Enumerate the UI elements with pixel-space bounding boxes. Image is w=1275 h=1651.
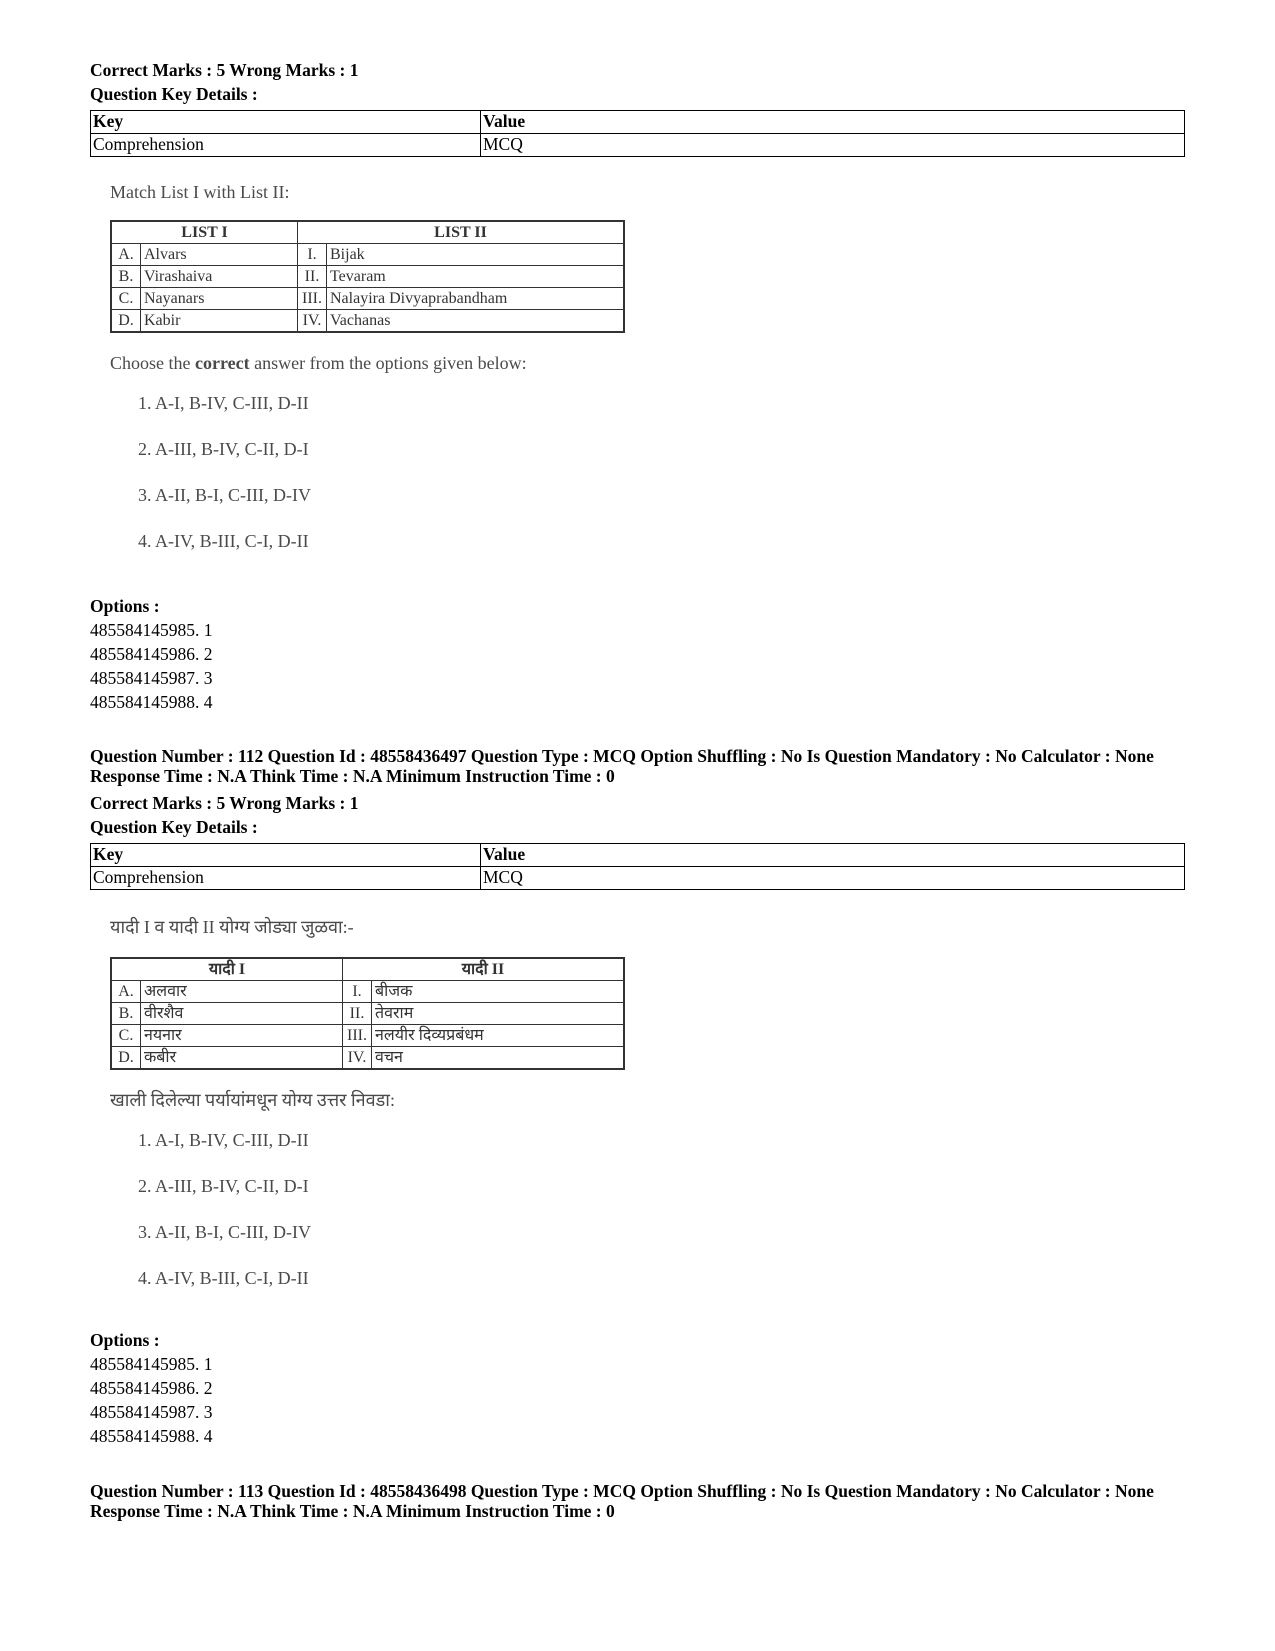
list-one-item: Kabir: [141, 310, 298, 333]
question-header: Question Number : 112 Question Id : 48558436497 Question Type : MCQ Option Shuffling : No Is Question Mandatory : No Calculator : None Response Time : N.A Think Time : N.A Minimum Instruction Time : 0: [90, 746, 1154, 786]
key-details-label: Question Key Details :: [90, 817, 258, 837]
marks-line: Correct Marks : 5 Wrong Marks : 1: [90, 60, 359, 80]
answer-choice: 2. A-III, B-IV, C-II, D-I: [138, 1176, 309, 1196]
choose-suffix: answer from the options given below:: [249, 353, 527, 373]
list-one-header: LIST I: [111, 221, 298, 244]
answer-choice: 4. A-IV, B-III, C-I, D-II: [138, 1268, 309, 1288]
list-letter: B.: [111, 266, 141, 288]
list-two-header: LIST II: [298, 221, 625, 244]
list-one-item: Nayanars: [141, 288, 298, 310]
option-item: 485584145985. 1: [90, 1354, 213, 1374]
match-list-table: [110, 957, 625, 1070]
list-one-item: Virashaiva: [141, 266, 298, 288]
answer-choice: 4. A-IV, B-III, C-I, D-II: [138, 531, 309, 551]
question-image: [110, 180, 650, 573]
answer-choice: 3. A-II, B-I, C-III, D-IV: [138, 1222, 311, 1242]
question-image: [110, 915, 650, 1310]
table-header-row: [91, 844, 1185, 867]
answer-choice: 1. A-I, B-IV, C-III, D-II: [138, 1130, 309, 1150]
option-item: 485584145987. 3: [90, 668, 213, 688]
list-letter: A.: [111, 981, 141, 1003]
value-cell: MCQ: [481, 867, 1185, 890]
list-numeral: IV.: [298, 310, 327, 333]
list-one-item: नयनार: [141, 1025, 343, 1047]
list-row: [111, 310, 624, 333]
list-letter: C.: [111, 1025, 141, 1047]
list-numeral: III.: [298, 288, 327, 310]
list-letter: D.: [111, 1047, 141, 1070]
key-details-table: [90, 110, 1185, 157]
key-cell: Comprehension: [91, 134, 481, 157]
list-row: [111, 1025, 624, 1047]
list-two-item: नलयीर दिव्यप्रबंधम: [372, 1025, 625, 1047]
question-header: Question Number : 113 Question Id : 48558436498 Question Type : MCQ Option Shuffling : No Is Question Mandatory : No Calculator : None Response Time : N.A Think Time : N.A Minimum Instruction Time : 0: [90, 1481, 1154, 1521]
list-two-header: यादी II: [343, 958, 625, 981]
choose-instruction: खाली दिलेल्या पर्यायांमधून योग्य उत्तर निवडा:: [110, 1090, 395, 1110]
value-header: Value: [481, 111, 1185, 134]
value-cell: MCQ: [481, 134, 1185, 157]
list-one-item: अलवार: [141, 981, 343, 1003]
question-intro: यादी I व यादी II योग्य जोड्या जुळवा:-: [110, 917, 354, 937]
list-two-item: Nalayira Divyaprabandham: [327, 288, 625, 310]
key-details-label: Question Key Details :: [90, 84, 258, 104]
option-item: 485584145988. 4: [90, 692, 213, 712]
key-cell: Comprehension: [91, 867, 481, 890]
list-numeral: II.: [298, 266, 327, 288]
list-letter: D.: [111, 310, 141, 333]
option-item: 485584145986. 2: [90, 644, 213, 664]
list-one-item: वीरशैव: [141, 1003, 343, 1025]
list-numeral: II.: [343, 1003, 372, 1025]
table-header-row: [91, 111, 1185, 134]
list-row: [111, 244, 624, 266]
list-header-row: [111, 958, 624, 981]
list-two-item: वचन: [372, 1047, 625, 1070]
answer-choice: 3. A-II, B-I, C-III, D-IV: [138, 485, 311, 505]
option-item: 485584145988. 4: [90, 1426, 213, 1446]
list-letter: B.: [111, 1003, 141, 1025]
answer-choice: 1. A-I, B-IV, C-III, D-II: [138, 393, 309, 413]
list-row: [111, 266, 624, 288]
list-numeral: IV.: [343, 1047, 372, 1070]
choose-bold: correct: [195, 353, 250, 373]
option-item: 485584145987. 3: [90, 1402, 213, 1422]
list-two-item: Tevaram: [327, 266, 625, 288]
answer-choices: [138, 1126, 650, 1310]
answer-choices: [138, 389, 650, 573]
list-one-item: कबीर: [141, 1047, 343, 1070]
options-label: Options :: [90, 596, 160, 616]
list-two-item: Bijak: [327, 244, 625, 266]
list-letter: C.: [111, 288, 141, 310]
key-header: Key: [91, 111, 481, 134]
list-two-item: बीजक: [372, 981, 625, 1003]
list-numeral: I.: [298, 244, 327, 266]
list-two-item: तेवराम: [372, 1003, 625, 1025]
list-row: [111, 1047, 624, 1070]
options-label: Options :: [90, 1330, 160, 1350]
answer-choice: 2. A-III, B-IV, C-II, D-I: [138, 439, 309, 459]
key-details-table: [90, 843, 1185, 890]
match-list-table: [110, 220, 625, 333]
list-two-item: Vachanas: [327, 310, 625, 333]
choose-prefix: Choose the: [110, 353, 195, 373]
table-row: [91, 867, 1185, 890]
key-header: Key: [91, 844, 481, 867]
marks-line: Correct Marks : 5 Wrong Marks : 1: [90, 793, 359, 813]
list-letter: A.: [111, 244, 141, 266]
list-row: [111, 981, 624, 1003]
list-numeral: I.: [343, 981, 372, 1003]
value-header: Value: [481, 844, 1185, 867]
list-row: [111, 1003, 624, 1025]
option-item: 485584145985. 1: [90, 620, 213, 640]
list-numeral: III.: [343, 1025, 372, 1047]
table-row: [91, 134, 1185, 157]
list-row: [111, 288, 624, 310]
list-one-item: Alvars: [141, 244, 298, 266]
option-item: 485584145986. 2: [90, 1378, 213, 1398]
question-intro: Match List I with List II:: [110, 182, 290, 202]
list-one-header: यादी I: [111, 958, 343, 981]
list-header-row: [111, 221, 624, 244]
choose-instruction: [110, 351, 650, 375]
